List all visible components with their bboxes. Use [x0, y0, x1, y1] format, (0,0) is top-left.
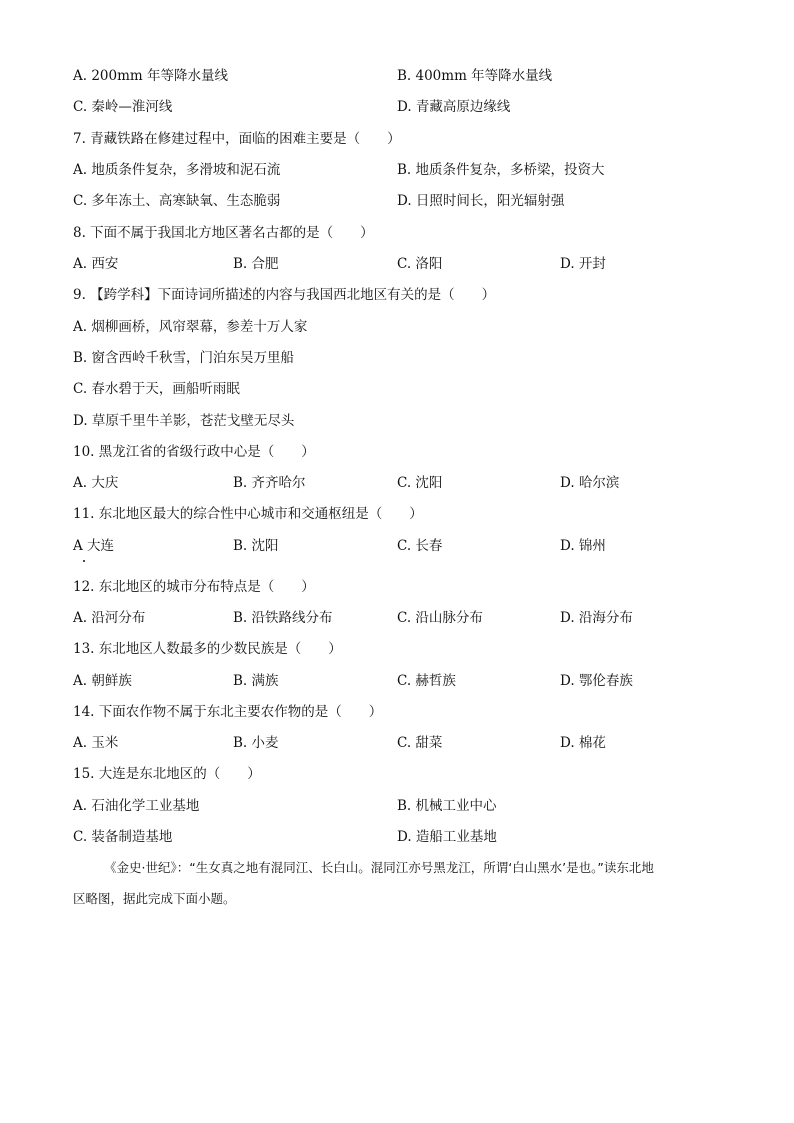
q8-option-c: C. 洛阳 [397, 256, 443, 272]
q15-option-d: D. 造船工业基地 [397, 829, 497, 845]
q12-stem: 12. 东北地区的城市分布特点是（ ） [73, 579, 315, 595]
q11-stem: 11. 东北地区最大的综合性中心城市和交通枢纽是（ ） [73, 506, 423, 522]
q10-stem: 10. 黑龙江省的省级行政中心是（ ） [73, 444, 315, 460]
q11-option-c: C. 长春 [397, 538, 443, 554]
q7-stem: 7. 青藏铁路在修建过程中，面临的困难主要是（ ） [73, 131, 401, 147]
q13-option-c: C. 赫哲族 [397, 673, 456, 689]
q8-option-d: D. 开封 [560, 256, 606, 272]
q8-option-b: B. 合肥 [233, 256, 279, 272]
q13-stem: 13. 东北地区人数最多的少数民族是（ ） [73, 641, 342, 657]
q14-option-b: B. 小麦 [233, 735, 279, 751]
q15-stem: 15. 大连是东北地区的（ ） [73, 766, 261, 782]
q14-option-a: A. 玉米 [73, 735, 119, 751]
q12-option-a: A. 沿河分布 [73, 610, 146, 626]
q11-option-a: A 大连 [73, 538, 115, 554]
q12-option-c: C. 沿山脉分布 [397, 610, 483, 626]
q6-option-d: D. 青藏高原边缘线 [397, 99, 511, 115]
q10-option-b: B. 齐齐哈尔 [233, 475, 306, 491]
q6-option-b: B. 400mm 年等降水量线 [397, 68, 553, 84]
q14-option-d: D. 棉花 [560, 735, 606, 751]
q15-option-c: C. 装备制造基地 [73, 829, 173, 845]
q15-option-a: A. 石油化学工业基地 [73, 798, 200, 814]
excerpt-line-1: 《金史·世纪》：“生女真之地有混同江、长白山。混同江亦号黑龙江，所谓‘白山黑水’是也。”读东北地 [104, 860, 654, 875]
q11-option-d: D. 锦州 [560, 538, 606, 554]
q6-option-c: C. 秦岭—淮河线 [73, 99, 173, 115]
q12-option-d: D. 沿海分布 [560, 610, 633, 626]
q14-option-c: C. 甜菜 [397, 735, 443, 751]
q13-option-d: D. 鄂伦春族 [560, 673, 633, 689]
q13-option-b: B. 满族 [233, 673, 279, 689]
stray-mark [83, 560, 85, 562]
q6-option-a: A. 200mm 年等降水量线 [73, 68, 228, 84]
q8-option-a: A. 西安 [73, 256, 119, 272]
q13-option-a: A. 朝鲜族 [73, 673, 132, 689]
q7-option-c: C. 多年冻土、高寒缺氧、生态脆弱 [73, 193, 281, 209]
q7-option-d: D. 日照时间长，阳光辐射强 [397, 193, 565, 209]
q8-stem: 8. 下面不属于我国北方地区著名古都的是（ ） [73, 225, 374, 241]
q14-stem: 14. 下面农作物不属于东北主要农作物的是（ ） [73, 704, 383, 720]
q11-option-b: B. 沈阳 [233, 538, 279, 554]
q9-stem: 9. 【跨学科】下面诗词所描述的内容与我国西北地区有关的是（ ） [73, 287, 496, 303]
q10-option-d: D. 哈尔滨 [560, 475, 620, 491]
q9-option-d: D. 草原千里牛羊影，苍茫戈壁无尽头 [73, 413, 295, 429]
q15-option-b: B. 机械工业中心 [397, 798, 497, 814]
q7-option-b: B. 地质条件复杂，多桥梁，投资大 [397, 162, 605, 178]
excerpt-line-2: 区略图，据此完成下面小题。 [73, 891, 236, 906]
q9-option-b: B. 窗含西岭千秋雪，门泊东吴万里船 [73, 350, 295, 366]
q7-option-a: A. 地质条件复杂，多滑坡和泥石流 [73, 162, 281, 178]
q12-option-b: B. 沿铁路线分布 [233, 610, 333, 626]
q10-option-c: C. 沈阳 [397, 475, 443, 491]
q9-option-a: A. 烟柳画桥，风帘翠幕，参差十万人家 [73, 319, 308, 335]
q9-option-c: C. 春水碧于天，画船听雨眠 [73, 381, 240, 397]
q10-option-a: A. 大庆 [73, 475, 119, 491]
